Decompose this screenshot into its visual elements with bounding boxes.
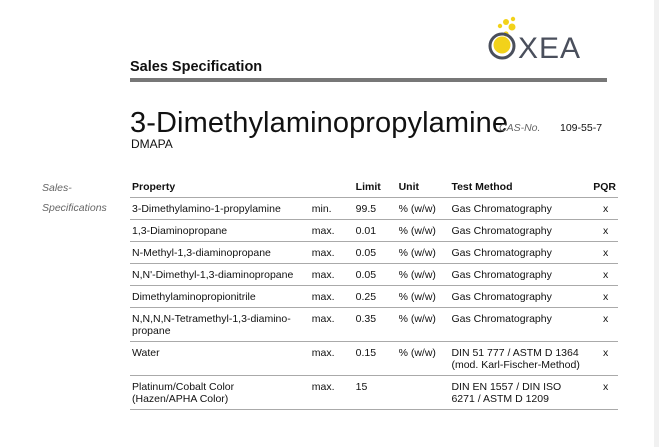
- unit-cell: [397, 376, 450, 410]
- qualifier-cell: max.: [310, 308, 354, 342]
- pqr-cell: x: [591, 342, 618, 376]
- method-cell: Gas Chromatography: [449, 198, 591, 220]
- property-cell: [130, 376, 310, 410]
- limit-cell: 0.05: [354, 242, 397, 264]
- method-cell: Gas Chromatography: [449, 220, 591, 242]
- logo-text: XEA: [518, 32, 582, 62]
- product-abbreviation: DMAPA: [131, 137, 173, 151]
- logo-bubble-icon: [498, 24, 502, 28]
- method-cell: Gas Chromatography: [449, 308, 591, 342]
- unit-cell: % (w/w): [397, 198, 450, 220]
- property-line: Platinum/Cobalt Color: [132, 381, 235, 393]
- qualifier-cell: max.: [310, 286, 354, 308]
- method-line: 6271 / ASTM D 1209: [451, 393, 549, 405]
- col-test-method: Test Method: [449, 177, 591, 198]
- table-row: [130, 242, 618, 264]
- method-line: (mod. Karl-Fischer-Method): [451, 359, 580, 371]
- method-cell: Gas Chromatography: [449, 286, 591, 308]
- product-name: 3-Dimethylaminopropylamine: [130, 107, 509, 139]
- qualifier-cell: max.: [310, 242, 354, 264]
- col-limit: Limit: [354, 177, 397, 198]
- table-row: [130, 264, 618, 286]
- section-label-2: Specifications: [42, 202, 107, 214]
- limit-cell: 15: [354, 376, 397, 410]
- unit-cell: % (w/w): [397, 342, 450, 376]
- property-cell: Dimethylaminopropionitrile: [130, 286, 310, 308]
- limit-cell: 0.35: [354, 308, 397, 342]
- limit-cell: 99.5: [354, 198, 397, 220]
- pqr-cell: x: [591, 242, 618, 264]
- pqr-cell: x: [591, 376, 618, 410]
- limit-cell: 0.05: [354, 264, 397, 286]
- method-cell: [449, 342, 591, 376]
- col-unit: Unit: [397, 177, 450, 198]
- oxea-logo: [485, 10, 605, 62]
- property-line: (Hazen/APHA Color): [132, 393, 229, 405]
- limit-cell: 0.01: [354, 220, 397, 242]
- method-line: DIN EN 1557 / DIN ISO: [451, 381, 562, 393]
- pqr-cell: x: [591, 308, 618, 342]
- logo-bubble-icon: [509, 24, 516, 31]
- table-header-row: [130, 177, 618, 198]
- property-cell: 1,3-Diaminopropane: [130, 220, 310, 242]
- cas-label: CAS-No.: [499, 122, 541, 134]
- col-qualifier: [310, 177, 354, 198]
- table-row: [130, 220, 618, 242]
- property-cell: 3-Dimethylamino-1-propylamine: [130, 198, 310, 220]
- unit-cell: % (w/w): [397, 220, 450, 242]
- qualifier-cell: max.: [310, 342, 354, 376]
- col-property: Property: [130, 177, 310, 198]
- unit-cell: % (w/w): [397, 242, 450, 264]
- property-line: N,N,N,N-Tetramethyl-1,3-diamino-: [132, 313, 291, 325]
- qualifier-cell: min.: [310, 198, 354, 220]
- unit-cell: % (w/w): [397, 286, 450, 308]
- qualifier-cell: max.: [310, 220, 354, 242]
- method-cell: Gas Chromatography: [449, 264, 591, 286]
- table-row: [130, 198, 618, 220]
- property-line: propane: [132, 325, 171, 337]
- page-edge: [654, 0, 659, 447]
- unit-cell: % (w/w): [397, 264, 450, 286]
- method-cell: Gas Chromatography: [449, 242, 591, 264]
- table-row: [130, 308, 618, 342]
- col-pqr: PQR: [591, 177, 618, 198]
- property-cell: Water: [130, 342, 310, 376]
- pqr-cell: x: [591, 264, 618, 286]
- table-row: [130, 376, 618, 410]
- logo-bubble-icon: [511, 17, 515, 21]
- specification-table: [130, 177, 618, 410]
- section-label: Sales-: [42, 182, 72, 194]
- logo-bubble-icon: [503, 19, 509, 25]
- property-cell: [130, 308, 310, 342]
- table-row: [130, 286, 618, 308]
- method-cell: [449, 376, 591, 410]
- table-row: [130, 342, 618, 376]
- pqr-cell: x: [591, 220, 618, 242]
- limit-cell: 0.15: [354, 342, 397, 376]
- unit-cell: % (w/w): [397, 308, 450, 342]
- cas-number: 109-55-7: [560, 122, 603, 134]
- property-cell: N-Methyl-1,3-diaminopropane: [130, 242, 310, 264]
- header-rule: [130, 78, 607, 82]
- property-cell: N,N'-Dimethyl-1,3-diaminopropane: [130, 264, 310, 286]
- method-line: DIN 51 777 / ASTM D 1364: [451, 347, 579, 359]
- limit-cell: 0.25: [354, 286, 397, 308]
- document-type-title: Sales Specification: [130, 59, 263, 75]
- qualifier-cell: max.: [310, 376, 354, 410]
- pqr-cell: x: [591, 198, 618, 220]
- pqr-cell: x: [591, 286, 618, 308]
- qualifier-cell: max.: [310, 264, 354, 286]
